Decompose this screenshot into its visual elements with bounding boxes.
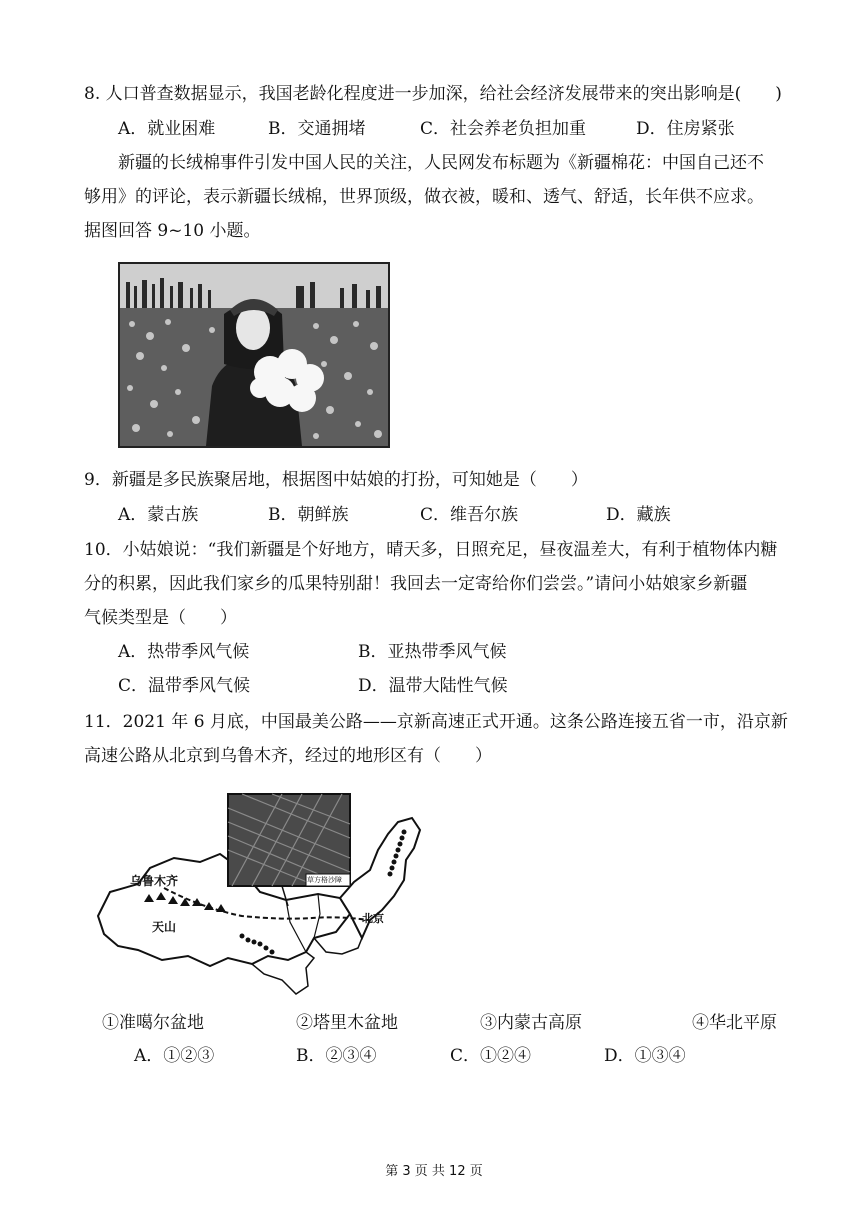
q9-option-b: B．朝鲜族 [268,505,349,525]
q10-option-a: A．热带季风气候 [118,642,250,662]
q10-line-2: 分的积累，因此我们家乡的瓜果特别甜！我回去一定寄给你们尝尝。”请问小姑娘家乡新疆 [84,574,748,594]
q11-option-d: D．①③④ [604,1046,686,1066]
q9-option-a: A．蒙古族 [118,505,199,525]
q9-option-d: D．藏族 [606,505,671,525]
q10-option-c: C．温带季风气候 [118,676,251,696]
q10-option-d: D．温带大陆性气候 [358,676,508,696]
q11-item-4: ④华北平原 [692,1013,777,1033]
q11-option-b: B．②③④ [296,1046,377,1066]
page-footer: 第 3 页 共 12 页 [385,1164,483,1179]
q9-stem: 9．新疆是多民族聚居地，根据图中姑娘的打扮，可知她是（ ） [84,470,588,490]
q8-option-a: A．就业困难 [118,119,216,139]
q11-option-a: A．①②③ [134,1046,215,1066]
q11-option-c: C．①②④ [450,1046,532,1066]
map-label-tianshan: 天山 [152,920,177,934]
map-label-beijing: 北京 [362,912,384,925]
q9-option-c: C．维吾尔族 [420,505,519,525]
q11-item-1: ①准噶尔盆地 [102,1013,204,1033]
q10-line-3: 气候类型是（ ） [84,608,237,628]
q8-option-b: B．交通拥堵 [268,119,366,139]
q11-line-1: 11．2021 年 6 月底，中国最美公路——京新高速正式开通。这条公路连接五省一市，沿京新 [84,712,788,732]
q11-item-3: ③内蒙古高原 [480,1013,582,1033]
q10-option-b: B．亚热带季风气候 [358,642,507,662]
q8-stem: 8. 人口普查数据显示，我国老龄化程度进一步加深，给社会经济发展带来的突出影响是( ) [84,84,782,104]
intro-line-1: 新疆的长绒棉事件引发中国人民的关注，人民网发布标题为《新疆棉花：中国自己还不 [118,153,764,173]
q8-option-d: D．住房紧张 [636,119,735,139]
intro-line-3: 据图回答 9~10 小题。 [84,221,261,241]
expressway-map [92,788,424,1000]
map-label-urumqi: 乌鲁木齐 [130,874,179,888]
cotton-field-photo [118,262,390,448]
q11-line-2: 高速公路从北京到乌鲁木齐，经过的地形区有（ ） [84,746,492,766]
q10-line-1: 10．小姑娘说：“我们新疆是个好地方，晴天多，日照充足，昼夜温差大，有利于植物体内糖 [84,540,778,560]
q11-item-2: ②塔里木盆地 [296,1013,398,1033]
intro-line-2: 够用》的评论，表示新疆长绒棉，世界顶级，做衣被，暖和、透气、舒适，长年供不应求。 [84,187,764,207]
map-inset-caption: 草方格沙障 [307,876,342,884]
q8-option-c: C．社会养老负担加重 [420,119,587,139]
